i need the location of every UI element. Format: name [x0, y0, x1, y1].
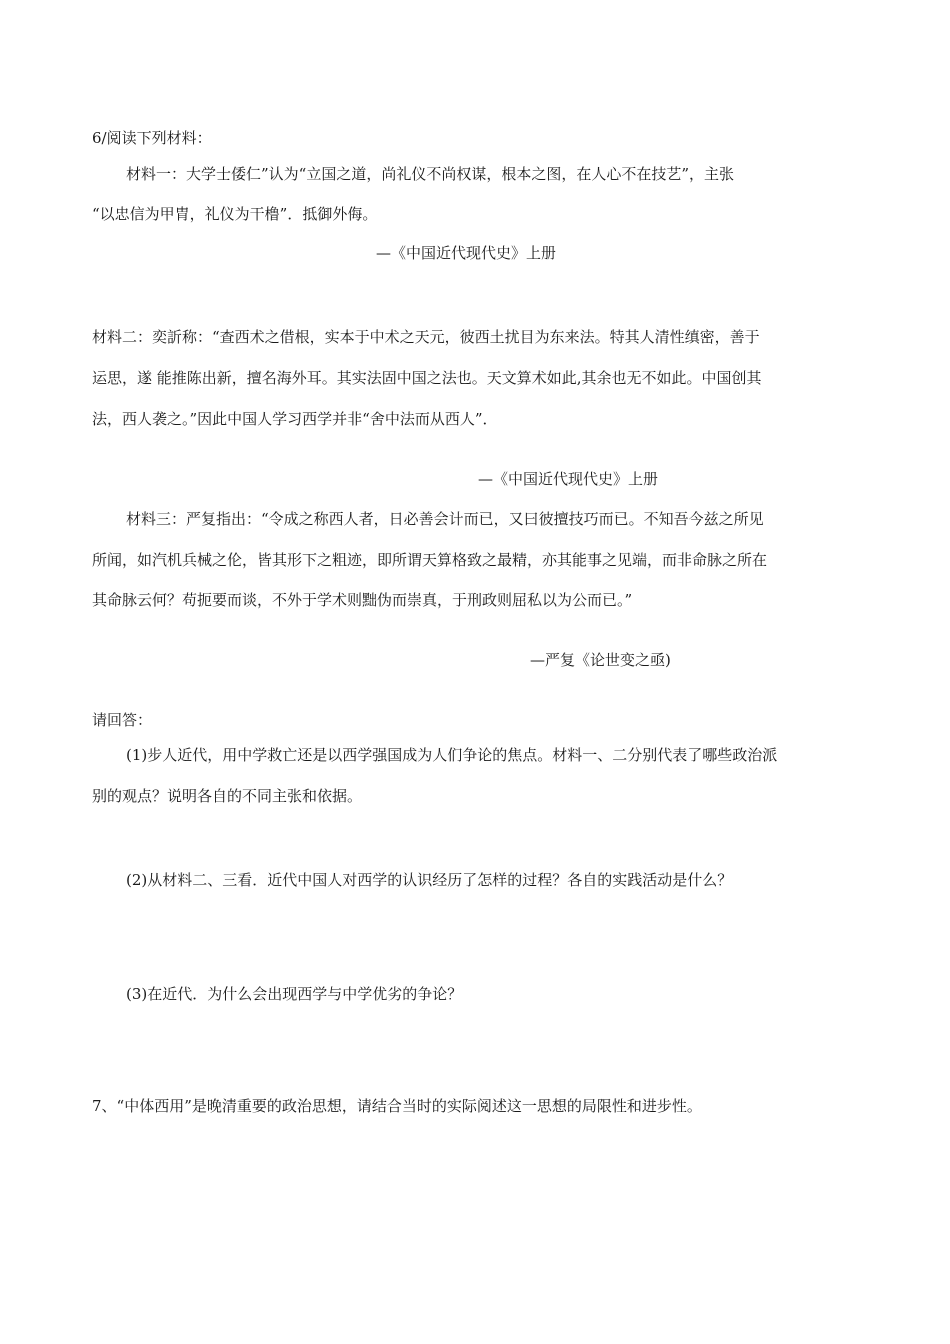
- q7-text: 7、“中体西用”是晚清重要的政治思想，请结合当时的实际阅述这一思想的局限性和进步性。: [92, 1097, 702, 1115]
- material3-line1: 材料三：严复指出：“令成之称西人者，日必善会计而已，又曰彼擅技巧而已。不知吾今兹之所见: [126, 510, 764, 528]
- answer-prompt: 请回答：: [92, 711, 153, 729]
- material2-line3: 法，西人袭之。”因此中国人学习西学并非“舍中法而从西人”．: [92, 410, 498, 428]
- material1-line2: “以忠信为甲胄，礼仪为干橹”．抵御外侮。: [92, 205, 378, 223]
- sub-question-1-line1: (1)步人近代，用中学救亡还是以西学强国成为人们争论的焦点。材料一、二分别代表了哪些政治派: [126, 746, 778, 764]
- material3-source: —严复《论世变之亟): [530, 651, 671, 669]
- sub-question-1-line2: 别的观点？说明各自的不同主张和依据。: [92, 787, 363, 805]
- material3-line2: 所闻，如汽机兵械之伦，皆其形下之粗迹，即所谓天算格致之最精，亦其能事之见端，而非命脉之所在: [92, 551, 768, 569]
- sub-question-3: (3)在近代．为什么会出现西学与中学优劣的争论？: [126, 985, 463, 1003]
- material1-source: —《中国近代现代史》上册: [376, 244, 557, 262]
- material2-line1: 材料二：奕訢称：“查西术之借根，实本于中术之天元，彼西土扰目为东来法。特其人清性缜密，善于: [92, 328, 760, 346]
- material3-line3: 其命脉云何？苟扼要而谈，不外于学术则黜伪而崇真，于刑政则屈私以为公而已。”: [92, 591, 633, 609]
- material1-line1: 材料一：大学士倭仁”认为“立国之道，尚礼仪不尚权谋，根本之图，在人心不在技艺”，主张: [126, 165, 735, 183]
- material2-source: —《中国近代现代史》上册: [478, 470, 659, 488]
- q6-heading: 6/阅读下列材料：: [92, 129, 212, 147]
- sub-question-2: (2)从材料二、三看．近代中国人对西学的认识经历了怎样的过程？各自的实践活动是什么？: [126, 871, 733, 889]
- material2-line2: 运思，遂 能推陈出新，擅名海外耳。其实法固中国之法也。天文算术如此,其余也无不如此。中国创其: [92, 369, 762, 387]
